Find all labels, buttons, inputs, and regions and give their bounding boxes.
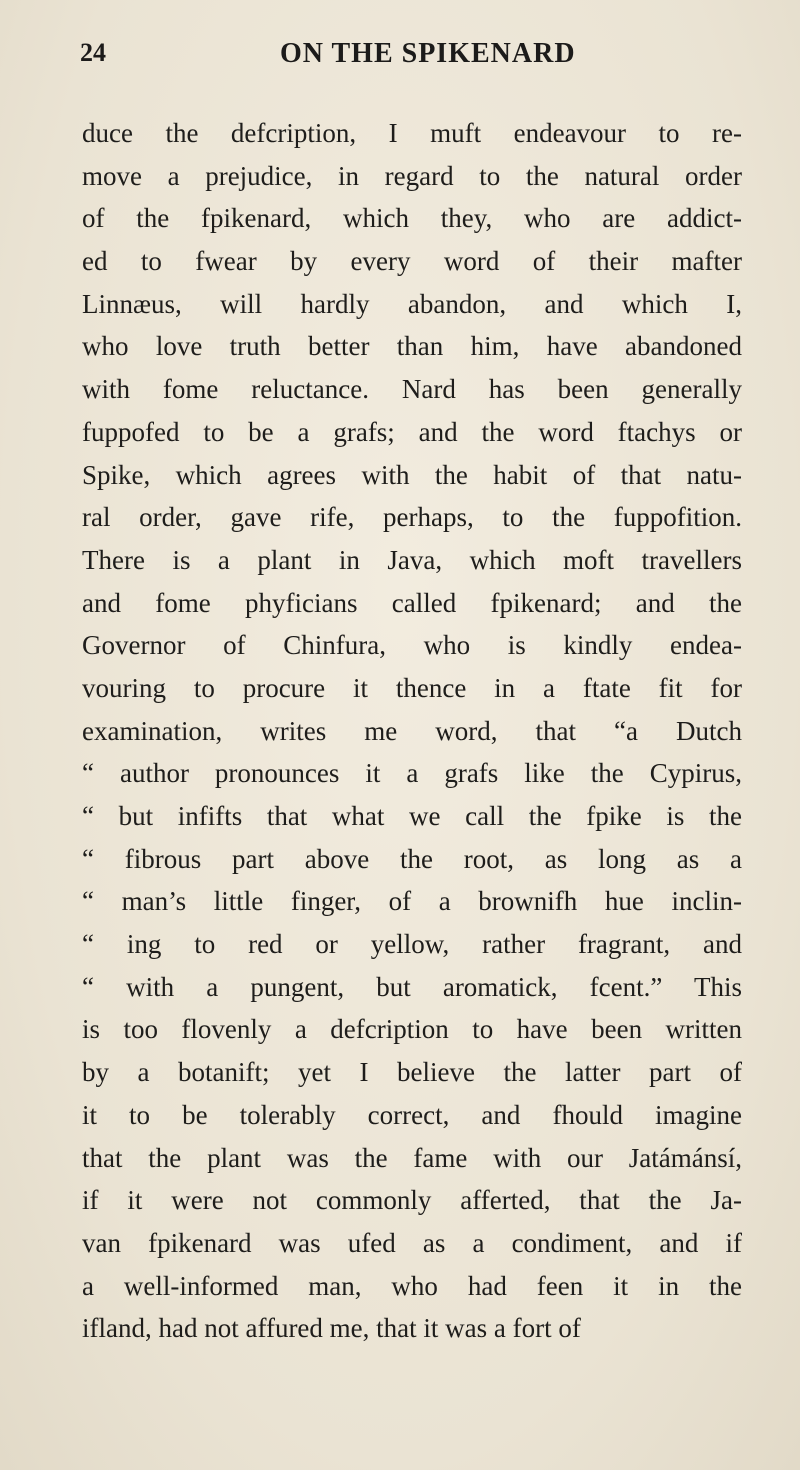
body-text	[82, 112, 742, 1350]
text-line: “ with a pungent, but aromatick, fcent.” This	[82, 971, 742, 1002]
page-number: 24	[80, 38, 106, 67]
text-line: Spike, which agrees with the habit of that natu-	[82, 459, 742, 490]
text-line: fuppofed to be a grafs; and the word ftachys or	[82, 416, 742, 447]
text-line: “ but infifts that what we call the fpike is the	[82, 801, 742, 831]
text-line: Linnæus, will hardly abandon, and which I,	[82, 288, 742, 319]
text-line: duce the defcription, I muft endeavour to re-	[82, 118, 742, 148]
text-line: “ man’s little finger, of a brownifh hue inclin-	[82, 886, 742, 917]
text-line: move a prejudice, in regard to the natural order	[82, 160, 742, 191]
text-line: is too flovenly a defcription to have been written	[82, 1014, 742, 1045]
text-line: van fpikenard was ufed as a condiment, and if	[82, 1227, 742, 1258]
text-line: it to be tolerably correct, and fhould imagine	[82, 1099, 742, 1130]
running-title: ON THE SPIKENARD	[280, 38, 576, 69]
text-line: that the plant was the fame with our Jatámánsí,	[82, 1142, 742, 1173]
text-line: ed to fwear by every word of their mafter	[82, 246, 742, 277]
text-line: examination, writes me word, that “a Dutch	[82, 715, 742, 746]
text-line: of the fpikenard, which they, who are addict-	[82, 203, 742, 234]
text-line: with fome reluctance. Nard has been generally	[82, 374, 742, 405]
text-line: if it were not commonly afferted, that the Ja-	[82, 1185, 742, 1216]
text-line: Governor of Chinfura, who is kindly endea-	[82, 630, 742, 661]
text-line: ifland, had not affured me, that it was a fort of	[82, 1313, 581, 1344]
text-line: There is a plant in Java, which moft travellers	[82, 544, 742, 575]
text-line: “ author pronounces it a grafs like the Cypirus,	[82, 758, 742, 789]
text-line: ral order, gave rife, perhaps, to the fuppofition.	[82, 502, 742, 533]
text-line: who love truth better than him, have abandoned	[82, 331, 742, 362]
running-head	[80, 38, 740, 78]
text-line: by a botanift; yet I believe the latter part of	[82, 1057, 742, 1088]
text-line: and fome phyficians called fpikenard; and the	[82, 587, 742, 618]
text-line: “ fibrous part above the root, as long as a	[82, 843, 742, 874]
text-line: vouring to procure it thence in a ftate fit for	[82, 672, 742, 703]
text-line: a well-informed man, who had feen it in the	[82, 1270, 742, 1301]
text-line: “ ing to red or yellow, rather fragrant, and	[82, 929, 742, 960]
